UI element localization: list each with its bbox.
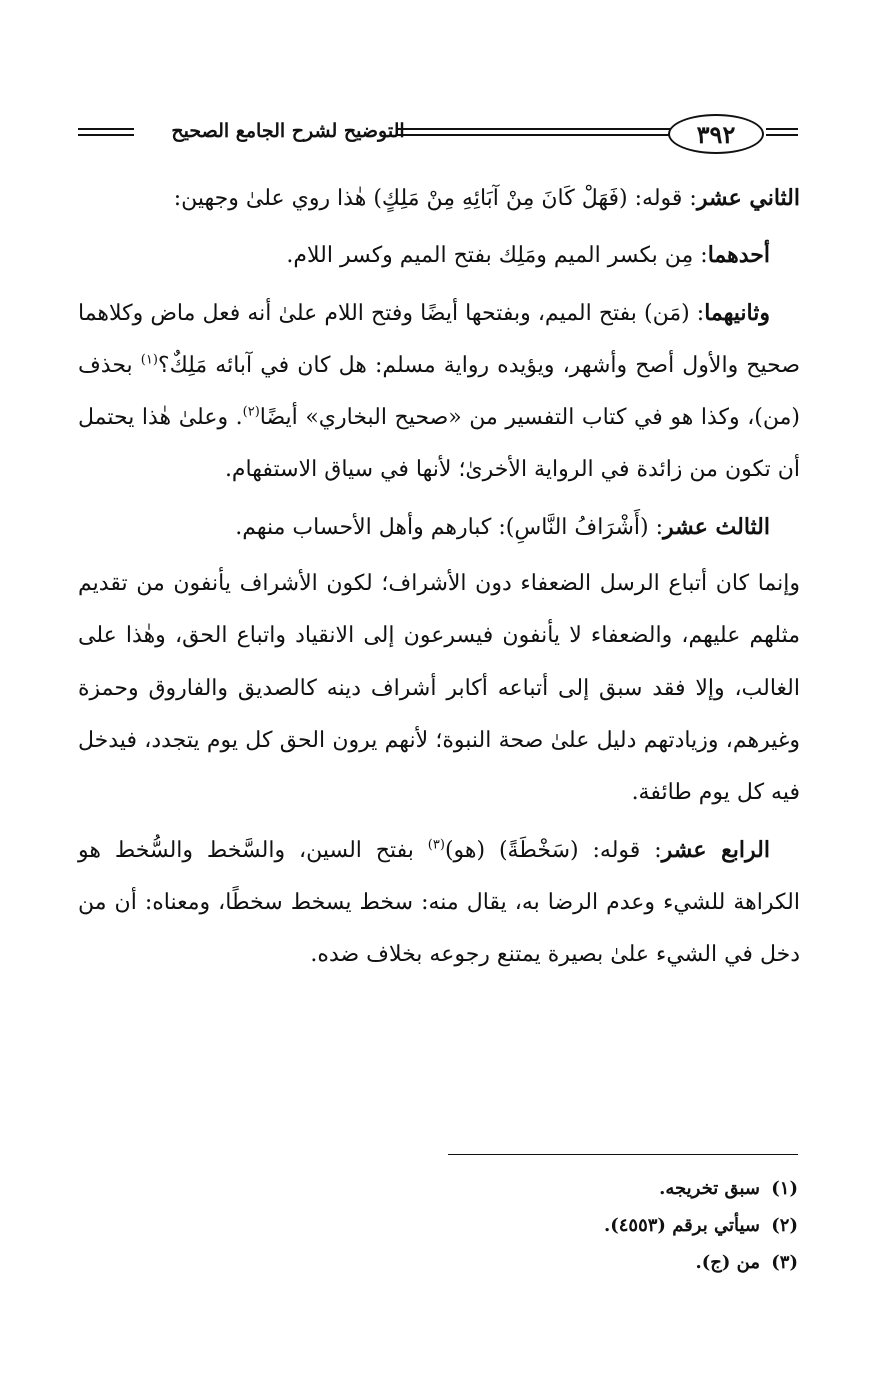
footnote-number: (٢) (771, 1215, 798, 1236)
paragraph-heading: الثالث عشر (662, 513, 770, 540)
header-rule (78, 134, 134, 136)
running-header (78, 110, 798, 158)
footnote-separator (448, 1154, 798, 1155)
footnote-item (400, 1207, 798, 1244)
header-rule (78, 128, 134, 130)
paragraph-heading: الرابع عشر (661, 836, 770, 863)
footnote-item (400, 1170, 798, 1207)
header-rule (766, 128, 798, 130)
footnote-text: سبق تخريجه. (659, 1178, 760, 1199)
footnotes (400, 1170, 798, 1281)
paragraph-second-reading (78, 287, 800, 497)
paragraph-text: : قوله: (فَهَلْ كَانَ مِنْ آبَائِهِ مِنْ مَلِكٍ) هٰذا روي علىٰ وجهين: (173, 186, 697, 211)
paragraph-text: : (أَشْرَافُ النَّاسِ): كبارهم وأهل الأحساب منهم. (235, 514, 663, 540)
paragraph-text: : قوله: (سَخْطَةً) (هو) (444, 837, 662, 863)
paragraph-heading: الثاني عشر (696, 185, 800, 211)
footnote-marker: (٣) (427, 837, 445, 853)
paragraph-first-reading (78, 229, 800, 282)
paragraph-heading: وثانيهما (704, 299, 770, 326)
paragraph-thirteenth (78, 501, 800, 554)
running-title: التوضيح لشرح الجامع الصحيح (171, 120, 405, 142)
footnote-marker: (٢) (242, 404, 260, 420)
footnote-text: سيأتي برقم (٤٥٥٣). (603, 1215, 760, 1236)
paragraph-text: : (مَن) بفتح الميم، وبفتحها أيضًا وفتح اللام علىٰ أنه فعل ماض وكلاهما صحيح والأول أصح وأشهر، ويؤيده رواية مسلم: هل كان في آبائه مَلِكٌ؟ (78, 300, 801, 378)
paragraph-twelfth (78, 172, 800, 225)
paragraph-followers (78, 558, 800, 819)
paragraph-text: بفتح السين، والسَّخط والسُّخط هو الكراهة للشيء وعدم الرضا به، يقال منه: سخط يسخط سخطًا، ومعناه: أن من دخل في الشيء علىٰ بصيرة يمتنع رجوعه بخلاف ضده. (78, 837, 800, 968)
main-text (78, 172, 800, 985)
header-rule (396, 134, 678, 136)
paragraph-text: بحذف (من)، وكذا هو في كتاب التفسير من «صحيح البخاري» أيضًا (78, 352, 800, 431)
paragraph-text: وإنما كان أتباع الرسل الضعفاء دون الأشراف؛ لكون الأشراف يأنفون من تقديم مثلهم عليهم، والضعفاء لا يأنفون فيسرعون إلى الانقياد واتباع الحق، وهٰذا على الغالب، وإلا فقد سبق إلى أتباعه أكابر أشراف دينه كالصديق والفاروق وحمزة وغيرهم، وزيادتهم دليل علىٰ صحة النبوة؛ لأنهم يرون الحق كل يوم يتجدد، فيدخل فيه كل يوم طائفة. (78, 571, 800, 806)
footnote-text: من (ج). (695, 1252, 760, 1273)
paragraph-fourteenth (78, 824, 800, 982)
paragraph-text: : مِن بكسر الميم ومَلِك بفتح الميم وكسر اللام. (286, 243, 708, 269)
header-rule (766, 134, 798, 136)
footnote-number: (٣) (771, 1252, 798, 1273)
header-rule (396, 128, 678, 130)
footnote-marker: (١) (140, 352, 158, 368)
footnote-number: (١) (771, 1178, 798, 1199)
footnote-item (400, 1244, 798, 1281)
paragraph-text: . وعلىٰ هٰذا يحتمل أن تكون من زائدة في الرواية الأخرىٰ؛ لأنها في سياق الاستفهام. (78, 405, 800, 483)
paragraph-heading: أحدهما (707, 242, 770, 269)
page-number: ٣٩٢ (668, 114, 764, 154)
